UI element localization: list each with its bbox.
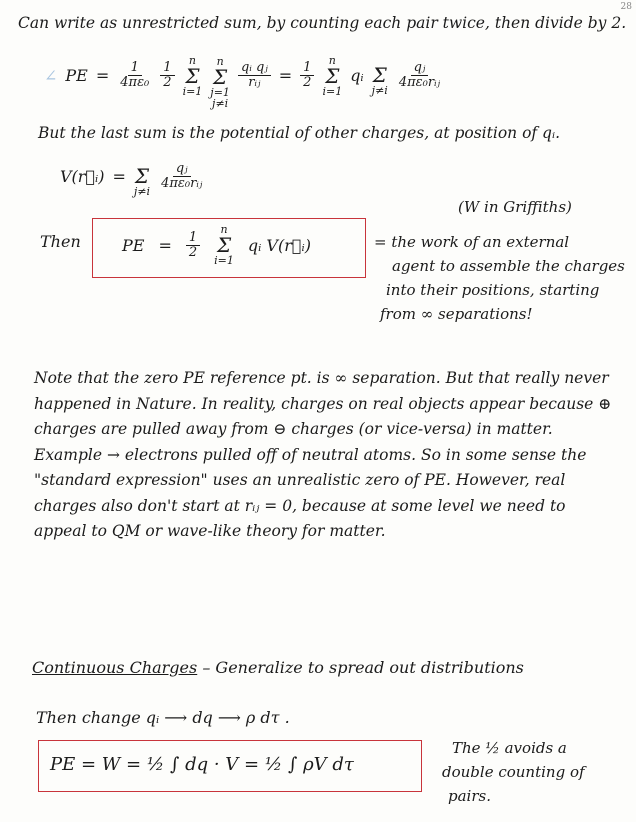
then-label: Then	[40, 232, 81, 251]
eq2-sum: Σ j≠i	[133, 164, 151, 198]
work-note-line-3: into their positions, starting	[386, 281, 600, 299]
potential-line: But the last sum is the potential of other charges, at position of qᵢ.	[38, 124, 561, 142]
continuous-heading: Continuous Charges	[32, 658, 198, 677]
eq3-sum: n Σ i=1	[214, 223, 234, 267]
coulomb-constant: $\frac{1}{\text{4πε₀}}$	[120, 60, 150, 90]
sum-j: n Σ j=1 j≠i	[210, 55, 230, 110]
potential-fraction: $\frac{\text{qⱼ}}{\text{4πε₀rᵢⱼ}}$	[398, 60, 441, 90]
charge-product-fraction: $\frac{\text{qᵢ qⱼ}}{\text{rᵢⱼ}}$	[238, 61, 271, 90]
sum-i: n Σ i=1	[182, 53, 203, 98]
intro-line: Can write as unrestricted sum, by counting each pair twice, then divide by 2.	[18, 14, 627, 32]
sum-i-2: n Σ i=1	[322, 53, 343, 98]
sum-j-ne-i: Σ j≠i	[371, 63, 388, 97]
then-change-line: Then change qᵢ ⟶ dq ⟶ ρ dτ .	[36, 708, 290, 727]
eq1-lhs: PE	[65, 66, 88, 85]
half-note-line-3: pairs.	[448, 787, 491, 805]
pe-sum-equation	[44, 42, 443, 109]
zero-pe-paragraph: Note that the zero PE reference pt. is ∞ separation. But that really never happened in Nature. In reality, charges on real objects appear because ⊕ charges are pulled away from ⊖ charges (or vice-versa) in matter. Example → electrons pulled off of neutral atoms. So in some sense the "standard expression" uses an unrealistic zero of PE. However, real charges also don't start at rᵢⱼ = 0, because at some level we need to appeal to QM or wave-like theory for matter.	[34, 369, 612, 540]
half-factor-2: $\frac{1}{2}$	[300, 61, 314, 90]
eq2-equals: =	[112, 167, 126, 186]
continuous-heading-line	[32, 658, 524, 677]
eq3-lhs: PE	[122, 235, 145, 255]
half-note-line-1: The ½ avoids a	[452, 739, 567, 757]
half-note	[442, 736, 585, 808]
eq3-half: $\frac{1}{2}$	[186, 231, 200, 260]
continuous-pe-equation: PE = W = ½ ∫ dq · V = ½ ∫ ρV dτ	[50, 754, 354, 775]
eq1-equals: =	[95, 66, 110, 85]
page-number: 28	[620, 2, 632, 12]
charge-qi: qᵢ	[350, 66, 364, 85]
potential-equation	[60, 156, 205, 197]
continuous-subtitle: – Generalize to spread out distributions	[197, 658, 524, 677]
work-note-line-4: from ∞ separations!	[380, 305, 533, 323]
eq1-equals-2: =	[278, 66, 293, 85]
eq2-fraction: $\frac{\text{qⱼ}}{\text{4πε₀rᵢⱼ}}$	[161, 161, 203, 191]
pe-potential-equation	[122, 224, 311, 266]
half-note-line-2: double counting of	[442, 763, 585, 781]
half-factor: $\frac{1}{2}$	[160, 61, 174, 90]
eq3-equals: =	[158, 235, 172, 255]
work-note-line-2: agent to assemble the charges	[392, 257, 625, 275]
eq2-lhs: V(r⃗ᵢ)	[60, 167, 105, 186]
work-note	[374, 230, 625, 326]
eq3-rhs: qᵢ V(r⃗ᵢ)	[247, 235, 311, 255]
griffiths-note: (W in Griffiths)	[458, 198, 572, 216]
work-note-line-1: = the work of an external	[374, 233, 570, 251]
margin-mark: ∠	[44, 66, 58, 85]
